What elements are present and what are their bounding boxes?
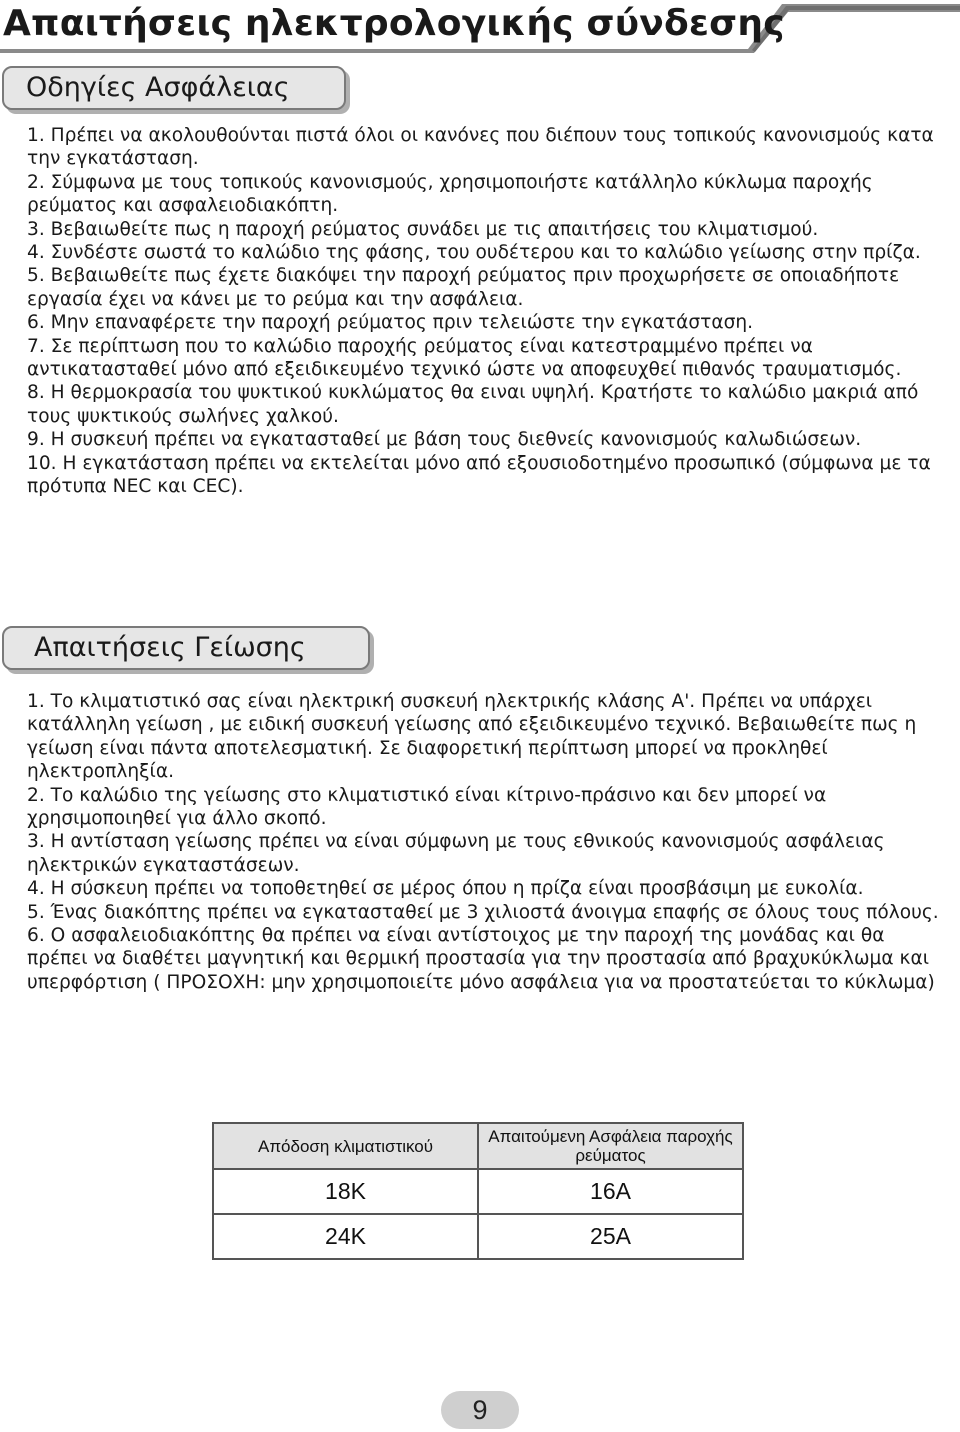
list-item: 5. Βεβαιωθείτε πως έχετε διακόψει την παροχή ρεύματος πριν προχωρήσετε σε οποιαδήποτε εργασία έχει να κάνει με το ρεύμα και την ασφάλεια. xyxy=(27,265,900,310)
list-item: 4. Συνδέστε σωστά το καλώδιο της φάσης, του ουδέτερου και το καλώδιο γείωσης στην πρίζα. xyxy=(27,242,921,264)
list-item: 1. Πρέπει να ακολουθούνται πιστά όλοι οι κανόνες που διέπουν τους τοπικούς κανονισμούς κατα την εγκατάσταση. xyxy=(27,125,934,170)
table-row xyxy=(213,1169,743,1214)
list-item: 5. Ένας διακόπτης πρέπει να εγκατασταθεί με 3 χιλιοστά άνοιγμα επαφής σε όλους τους πόλους. xyxy=(27,901,939,923)
list-item: 7. Σε περίπτωση που το καλώδιο παροχής ρεύματος είναι κατεστραμμένο πρέπει να αντικατασταθεί μόνο από εξειδικευμένο τεχνικό ώστε να αποφευχθεί πιθανός τραυματισμός. xyxy=(27,335,902,381)
table-row xyxy=(213,1214,743,1259)
page-title: Απαιτήσεις ηλεκτρολογικής σύνδεσης xyxy=(3,3,785,44)
list-item: 10. Η εγκατάσταση πρέπει να εκτελείται μόνο από εξουσιοδοτημένο προσωπικό (σύμφωνα με τα πρότυπα NEC και CEC). xyxy=(27,452,931,498)
table-header-cell: Απόδοση κλιματιστικού xyxy=(213,1123,478,1169)
grounding-heading xyxy=(2,626,370,670)
safety-instructions-list xyxy=(27,124,942,499)
list-item: 6. Μην επαναφέρετε την παροχή ρεύματος πριν τελειώστε την εγκατάσταση. xyxy=(27,312,754,334)
list-item: 9. Η συσκευή πρέπει να εγκατασταθεί με βάση τους διεθνείς κανονισμούς καλωδιώσεων. xyxy=(27,429,862,451)
list-item: 6. Ο ασφαλειοδιακόπτης θα πρέπει να είναι αντίστοιχος με την παροχή της μονάδας και θα πρέπει να διαθέτει μαγνητική και θερμική προστασία για την προστασία από βραχυκύκλωμα και υπερφόρτιση ( ΠΡΟΣΟΧΗ: μην χρησιμοποιείτε μόνο ασφάλεια για να προστατεύεται το κύκλωμα) xyxy=(27,925,935,993)
safety-heading-label: Οδηγίες Ασφάλειας xyxy=(26,72,290,103)
page-number: 9 xyxy=(441,1391,519,1429)
table-cell: 18K xyxy=(213,1169,478,1214)
list-item: 3. Βεβαιωθείτε πως η παροχή ρεύματος συνάδει με τις απαιτήσεις του κλιματισμού. xyxy=(27,218,819,240)
table-cell: 24K xyxy=(213,1214,478,1259)
safety-heading xyxy=(2,66,346,110)
table-cell: 25A xyxy=(478,1214,743,1259)
grounding-heading-label: Απαιτήσεις Γείωσης xyxy=(34,632,306,663)
list-item: 8. Η θερμοκρασία του ψυκτικού κυκλώματος θα ειναι υψηλή. Κρατήστε το καλώδιο μακριά από τους ψυκτικούς σωλήνες χαλκού. xyxy=(27,382,919,427)
grounding-requirements-list xyxy=(27,690,942,994)
list-item: 4. Η σύσκευη πρέπει να τοποθετηθεί σε μέρος όπου η πρίζα είναι προσβάσιμη με ευκολία. xyxy=(27,878,864,900)
fuse-capacity-table xyxy=(212,1122,744,1260)
list-item: 2. Σύμφωνα με τους τοπικούς κανονισμούς, χρησιμοποιήστε κατάλληλο κύκλωμα παροχής ρεύματος και ασφαλειοδιακόπτη. xyxy=(27,171,873,217)
list-item: 2. Το καλώδιο της γείωσης στο κλιματιστικό είναι κίτρινο-πράσινο και δεν μπορεί να χρησιμοποιηθεί για άλλο σκοπό. xyxy=(27,784,827,830)
list-item: 1. Το κλιματιστικό σας είναι ηλεκτρική συσκευή ηλεκτρικής κλάσης A'. Πρέπει να υπάρχει κατάλληλη γείωση , με ειδική συσκευή γείωσης από εξειδικευμένο τεχνικό. Βεβαιωθείτε πως η γείωση είναι πάντα αποτελεσματική. Σε διαφορετική περίπτωση μπορεί να προκληθεί ηλεκτροπληξία. xyxy=(27,691,917,783)
table-cell: 16A xyxy=(478,1169,743,1214)
list-item: 3. Η αντίσταση γείωσης πρέπει να είναι σύμφωνη με τους εθνικούς κανονισμούς ασφάλειας ηλεκτρικών εγκαταστάσεων. xyxy=(27,831,885,876)
table-header-row xyxy=(213,1123,743,1169)
table-header-cell: Απαιτούμενη Ασφάλεια παροχής ρεύματος xyxy=(478,1123,743,1169)
